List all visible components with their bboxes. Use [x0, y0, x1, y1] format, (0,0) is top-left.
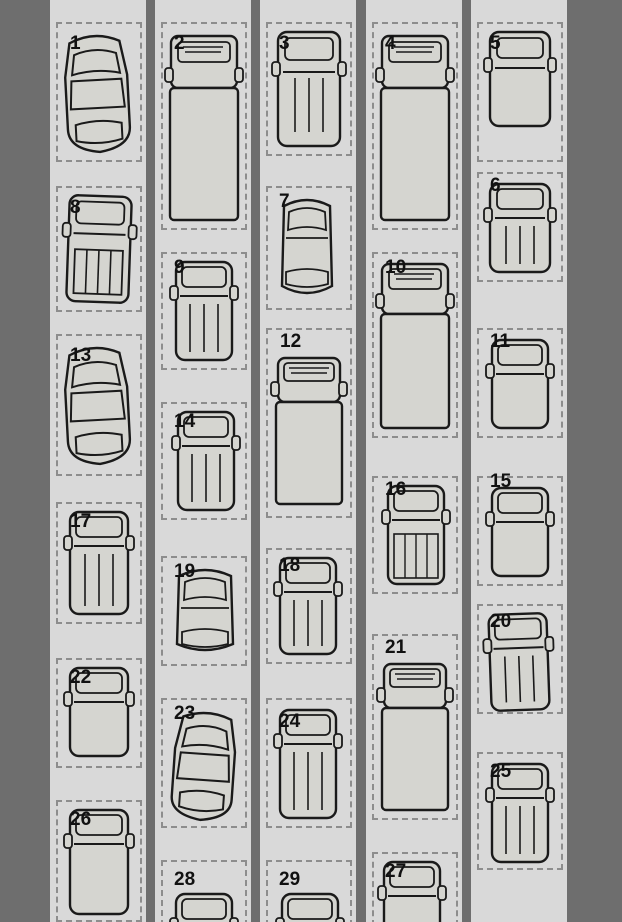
stall-label-14: 14 [174, 411, 196, 432]
stall-label-23: 23 [174, 703, 196, 724]
vehicle-van-11[interactable] [486, 336, 554, 432]
stall-label-17: 17 [70, 511, 92, 532]
stall-label-11: 11 [490, 331, 511, 352]
vehicle-sedan-13[interactable] [55, 338, 140, 470]
stall-label-29: 29 [279, 869, 301, 890]
vehicle-van-5[interactable] [484, 28, 556, 130]
vehicle-truck-21[interactable] [376, 658, 454, 816]
stall-label-25: 25 [490, 761, 512, 782]
vehicle-van-16[interactable] [382, 479, 450, 588]
stall-label-15: 15 [490, 471, 512, 492]
stall-label-16: 16 [385, 479, 407, 500]
vehicle-van-17[interactable] [64, 508, 134, 618]
stall-label-26: 26 [70, 809, 92, 830]
stall-label-24: 24 [279, 711, 301, 732]
vehicle-van-6[interactable] [484, 180, 556, 276]
vehicle-car-19[interactable] [172, 562, 238, 660]
stall-label-10: 10 [385, 257, 407, 278]
vehicle-van-28[interactable] [170, 890, 238, 922]
stall-label-27: 27 [385, 861, 407, 882]
stall-label-2: 2 [174, 33, 185, 54]
vehicle-van-3[interactable] [271, 28, 347, 150]
vehicle-van-14[interactable] [172, 408, 240, 514]
vehicle-van-27[interactable] [378, 858, 446, 922]
vehicle-sedan-1[interactable] [55, 26, 140, 158]
vehicle-truck-12[interactable] [270, 352, 348, 510]
vehicle-van-20[interactable] [482, 609, 556, 715]
stall-label-1: 1 [70, 33, 81, 54]
vehicle-van-22[interactable] [64, 664, 134, 760]
stall-label-28: 28 [174, 869, 196, 890]
stall-label-19: 19 [174, 561, 196, 582]
vehicle-truck-10[interactable] [374, 258, 456, 434]
stall-label-13: 13 [70, 345, 92, 366]
vehicle-van-24[interactable] [274, 706, 342, 822]
stall-label-3: 3 [279, 33, 290, 54]
stall-label-4: 4 [385, 33, 396, 54]
stall-label-12: 12 [280, 331, 302, 352]
stall-label-21: 21 [385, 637, 407, 658]
vehicle-van-29[interactable] [276, 890, 344, 922]
stall-label-20: 20 [490, 611, 512, 632]
stall-label-6: 6 [490, 175, 501, 196]
vehicle-van-15[interactable] [486, 484, 554, 580]
stall-label-9: 9 [174, 257, 185, 278]
vehicle-van-26[interactable] [64, 806, 134, 918]
stall-label-18: 18 [279, 555, 301, 576]
vehicle-truck-2[interactable] [163, 30, 245, 226]
stall-label-7: 7 [279, 191, 290, 212]
stall-label-8: 8 [70, 197, 81, 218]
vehicle-van-25[interactable] [486, 760, 554, 866]
vehicle-van-8[interactable] [60, 191, 138, 308]
vehicle-car-7[interactable] [276, 190, 338, 306]
stall-label-5: 5 [490, 33, 501, 54]
vehicle-van-9[interactable] [170, 258, 238, 364]
vehicle-van-18[interactable] [274, 554, 342, 658]
stall-label-22: 22 [70, 667, 92, 688]
vehicle-truck-4[interactable] [374, 30, 456, 226]
vehicle-sedan-23[interactable] [162, 703, 246, 826]
